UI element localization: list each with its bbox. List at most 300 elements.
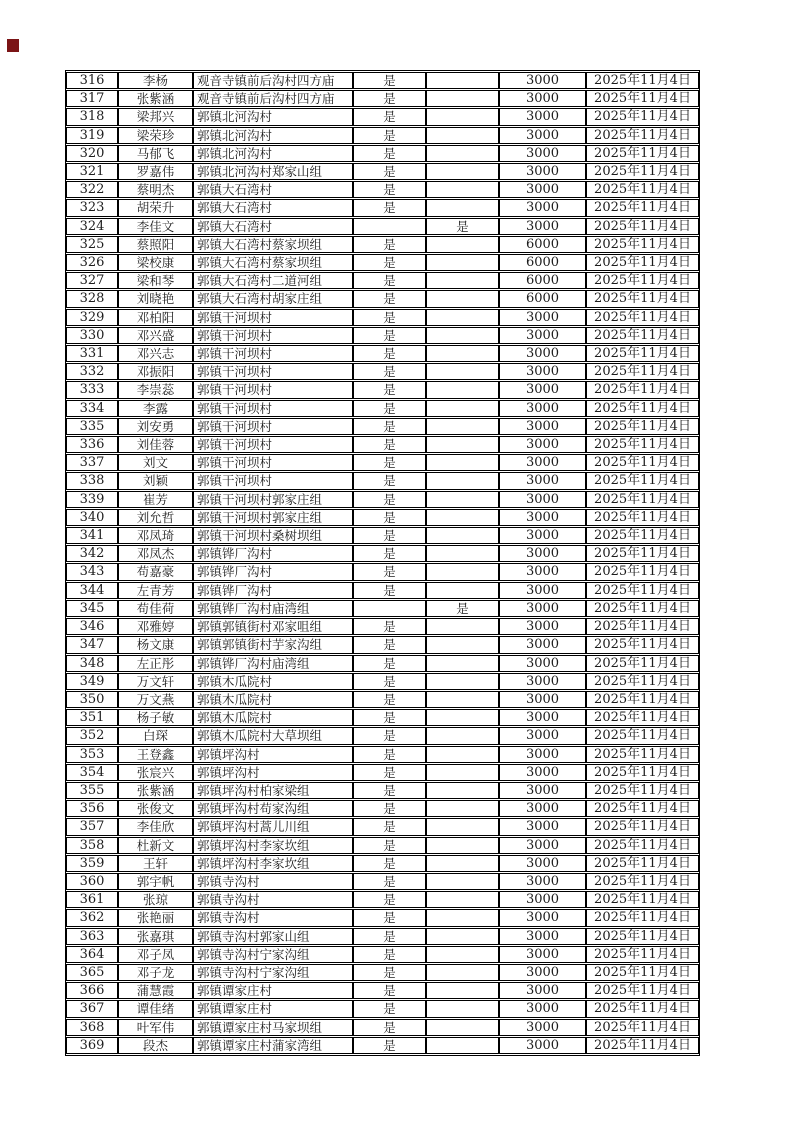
- cell-date: 2025年11月4日: [586, 400, 699, 417]
- cell-amount: 3000: [499, 327, 586, 344]
- cell-flag-secondary: [426, 709, 499, 726]
- cell-amount: 3000: [499, 145, 586, 162]
- cell-flag-primary: 是: [353, 818, 426, 835]
- cell-name: 杨文康: [118, 636, 193, 653]
- cell-address: 郭镇干河坝村: [193, 454, 353, 471]
- cell-flag-primary: 是: [353, 381, 426, 398]
- cell-flag-primary: [353, 218, 426, 235]
- cell-name: 邓子凤: [118, 946, 193, 963]
- cell-amount: 3000: [499, 673, 586, 690]
- table-row: [66, 600, 699, 617]
- table-row: [66, 527, 699, 544]
- cell-flag-primary: 是: [353, 764, 426, 781]
- cell-amount: 3000: [499, 764, 586, 781]
- cell-flag-secondary: [426, 236, 499, 253]
- cell-row-number: 336: [66, 436, 118, 453]
- table-row: [66, 236, 699, 253]
- cell-flag-secondary: [426, 254, 499, 271]
- cell-row-number: 319: [66, 127, 118, 144]
- table-row: [66, 891, 699, 908]
- cell-flag-primary: 是: [353, 363, 426, 380]
- cell-flag-secondary: [426, 673, 499, 690]
- cell-flag-secondary: [426, 563, 499, 580]
- cell-amount: 3000: [499, 72, 586, 89]
- table-row: [66, 964, 699, 981]
- cell-flag-secondary: [426, 855, 499, 872]
- cell-address: 郭镇谭家庄村马家坝组: [193, 1019, 353, 1036]
- cell-name: 邓凤琦: [118, 527, 193, 544]
- cell-row-number: 324: [66, 218, 118, 235]
- scan-artifact-mark: [7, 39, 19, 52]
- cell-amount: 3000: [499, 363, 586, 380]
- cell-name: 叶军伟: [118, 1019, 193, 1036]
- cell-flag-primary: 是: [353, 272, 426, 289]
- table-row: [66, 418, 699, 435]
- cell-address: 郭镇坪沟村: [193, 746, 353, 763]
- cell-date: 2025年11月4日: [586, 618, 699, 635]
- cell-flag-primary: 是: [353, 727, 426, 744]
- cell-date: 2025年11月4日: [586, 1000, 699, 1017]
- cell-amount: 3000: [499, 563, 586, 580]
- cell-name: 邓凤杰: [118, 545, 193, 562]
- cell-name: 郭宇帆: [118, 873, 193, 890]
- table-row: [66, 818, 699, 835]
- cell-flag-primary: 是: [353, 418, 426, 435]
- cell-address: 郭镇寺沟村宁家沟组: [193, 946, 353, 963]
- cell-address: 郭镇干河坝村: [193, 418, 353, 435]
- cell-flag-secondary: [426, 527, 499, 544]
- cell-date: 2025年11月4日: [586, 600, 699, 617]
- cell-date: 2025年11月4日: [586, 746, 699, 763]
- table-row: [66, 400, 699, 417]
- cell-amount: 3000: [499, 1000, 586, 1017]
- cell-row-number: 369: [66, 1037, 118, 1054]
- cell-name: 邓兴志: [118, 345, 193, 362]
- cell-row-number: 344: [66, 582, 118, 599]
- table-row: [66, 1000, 699, 1017]
- cell-flag-primary: 是: [353, 1037, 426, 1054]
- cell-date: 2025年11月4日: [586, 982, 699, 999]
- cell-flag-primary: 是: [353, 108, 426, 125]
- cell-date: 2025年11月4日: [586, 163, 699, 180]
- cell-flag-primary: 是: [353, 691, 426, 708]
- cell-flag-secondary: [426, 636, 499, 653]
- table-row: [66, 563, 699, 580]
- cell-flag-primary: 是: [353, 491, 426, 508]
- cell-date: 2025年11月4日: [586, 454, 699, 471]
- cell-date: 2025年11月4日: [586, 108, 699, 125]
- cell-name: 万文燕: [118, 691, 193, 708]
- cell-row-number: 326: [66, 254, 118, 271]
- cell-name: 李崇蕊: [118, 381, 193, 398]
- cell-row-number: 343: [66, 563, 118, 580]
- cell-address: 郭镇郭镇街村邓家咀组: [193, 618, 353, 635]
- cell-name: 苟嘉豪: [118, 563, 193, 580]
- table-row: [66, 254, 699, 271]
- cell-flag-secondary: [426, 818, 499, 835]
- cell-amount: 3000: [499, 727, 586, 744]
- cell-row-number: 334: [66, 400, 118, 417]
- cell-flag-secondary: [426, 145, 499, 162]
- cell-row-number: 337: [66, 454, 118, 471]
- cell-address: 郭镇干河坝村: [193, 327, 353, 344]
- table-row: [66, 909, 699, 926]
- cell-date: 2025年11月4日: [586, 381, 699, 398]
- cell-flag-primary: 是: [353, 673, 426, 690]
- table-row: [66, 199, 699, 216]
- cell-name: 刘允哲: [118, 509, 193, 526]
- cell-flag-primary: 是: [353, 127, 426, 144]
- cell-name: 张俊文: [118, 800, 193, 817]
- cell-address: 郭镇木瓜院村大草坝组: [193, 727, 353, 744]
- cell-amount: 3000: [499, 782, 586, 799]
- cell-address: 郭镇郭镇街村芋家沟组: [193, 636, 353, 653]
- cell-date: 2025年11月4日: [586, 345, 699, 362]
- cell-flag-primary: 是: [353, 709, 426, 726]
- cell-flag-secondary: [426, 655, 499, 672]
- cell-date: 2025年11月4日: [586, 199, 699, 216]
- table-row: [66, 163, 699, 180]
- table-row: [66, 327, 699, 344]
- cell-address: 郭镇坪沟村: [193, 764, 353, 781]
- cell-address: 郭镇铧厂沟村: [193, 582, 353, 599]
- cell-amount: 3000: [499, 1037, 586, 1054]
- cell-flag-primary: 是: [353, 655, 426, 672]
- cell-flag-primary: 是: [353, 746, 426, 763]
- cell-date: 2025年11月4日: [586, 1037, 699, 1054]
- cell-flag-primary: 是: [353, 545, 426, 562]
- cell-address: 郭镇干河坝村: [193, 381, 353, 398]
- cell-date: 2025年11月4日: [586, 327, 699, 344]
- table-row: [66, 782, 699, 799]
- cell-flag-secondary: [426, 946, 499, 963]
- cell-date: 2025年11月4日: [586, 837, 699, 854]
- cell-amount: 3000: [499, 855, 586, 872]
- cell-address: 郭镇寺沟村: [193, 873, 353, 890]
- cell-row-number: 354: [66, 764, 118, 781]
- cell-date: 2025年11月4日: [586, 782, 699, 799]
- cell-name: 梁和琴: [118, 272, 193, 289]
- cell-flag-secondary: [426, 472, 499, 489]
- cell-address: 郭镇谭家庄村: [193, 1000, 353, 1017]
- cell-name: 梁校康: [118, 254, 193, 271]
- cell-amount: 3000: [499, 582, 586, 599]
- cell-flag-secondary: [426, 454, 499, 471]
- cell-flag-primary: [353, 600, 426, 617]
- cell-amount: 6000: [499, 254, 586, 271]
- cell-address: 郭镇干河坝村桑树坝组: [193, 527, 353, 544]
- cell-address: 郭镇铧厂沟村: [193, 545, 353, 562]
- table-row: [66, 509, 699, 526]
- cell-amount: 3000: [499, 509, 586, 526]
- cell-address: 郭镇大石湾村: [193, 181, 353, 198]
- cell-amount: 3000: [499, 472, 586, 489]
- cell-date: 2025年11月4日: [586, 855, 699, 872]
- cell-amount: 3000: [499, 418, 586, 435]
- cell-flag-primary: 是: [353, 873, 426, 890]
- cell-name: 刘颖: [118, 472, 193, 489]
- cell-name: 刘安勇: [118, 418, 193, 435]
- cell-date: 2025年11月4日: [586, 491, 699, 508]
- cell-address: 郭镇大石湾村蔡家坝组: [193, 254, 353, 271]
- cell-date: 2025年11月4日: [586, 272, 699, 289]
- cell-address: 郭镇寺沟村宁家沟组: [193, 964, 353, 981]
- table-row: [66, 709, 699, 726]
- cell-address: 郭镇木瓜院村: [193, 709, 353, 726]
- cell-flag-primary: 是: [353, 582, 426, 599]
- cell-flag-primary: 是: [353, 327, 426, 344]
- cell-amount: 3000: [499, 691, 586, 708]
- cell-flag-secondary: [426, 618, 499, 635]
- cell-name: 蔡明杰: [118, 181, 193, 198]
- cell-amount: 3000: [499, 636, 586, 653]
- table-row: [66, 928, 699, 945]
- cell-flag-primary: 是: [353, 1019, 426, 1036]
- cell-name: 杜新文: [118, 837, 193, 854]
- cell-date: 2025年11月4日: [586, 254, 699, 271]
- cell-flag-secondary: [426, 873, 499, 890]
- cell-date: 2025年11月4日: [586, 764, 699, 781]
- cell-amount: 3000: [499, 928, 586, 945]
- cell-row-number: 345: [66, 600, 118, 617]
- cell-date: 2025年11月4日: [586, 290, 699, 307]
- cell-flag-primary: 是: [353, 837, 426, 854]
- cell-date: 2025年11月4日: [586, 509, 699, 526]
- cell-row-number: 367: [66, 1000, 118, 1017]
- cell-flag-primary: 是: [353, 636, 426, 653]
- cell-amount: 3000: [499, 345, 586, 362]
- table-row: [66, 454, 699, 471]
- cell-row-number: 368: [66, 1019, 118, 1036]
- cell-date: 2025年11月4日: [586, 691, 699, 708]
- cell-row-number: 346: [66, 618, 118, 635]
- cell-flag-secondary: [426, 272, 499, 289]
- cell-flag-secondary: [426, 1019, 499, 1036]
- cell-flag-secondary: [426, 290, 499, 307]
- table-row: [66, 673, 699, 690]
- cell-flag-secondary: [426, 1000, 499, 1017]
- table-row: [66, 746, 699, 763]
- cell-flag-secondary: [426, 436, 499, 453]
- cell-name: 邓子龙: [118, 964, 193, 981]
- cell-row-number: 356: [66, 800, 118, 817]
- table-row: [66, 618, 699, 635]
- table-row: [66, 873, 699, 890]
- cell-address: 郭镇坪沟村柏家梁组: [193, 782, 353, 799]
- cell-date: 2025年11月4日: [586, 1019, 699, 1036]
- cell-flag-primary: 是: [353, 563, 426, 580]
- table-row: [66, 145, 699, 162]
- cell-address: 郭镇寺沟村: [193, 891, 353, 908]
- cell-flag-primary: 是: [353, 345, 426, 362]
- cell-flag-primary: 是: [353, 199, 426, 216]
- table-row: [66, 218, 699, 235]
- cell-amount: 3000: [499, 873, 586, 890]
- cell-row-number: 364: [66, 946, 118, 963]
- cell-name: 张紫涵: [118, 782, 193, 799]
- cell-flag-secondary: [426, 509, 499, 526]
- cell-amount: 3000: [499, 982, 586, 999]
- cell-name: 梁荣珍: [118, 127, 193, 144]
- cell-name: 白琛: [118, 727, 193, 744]
- table-row: [66, 272, 699, 289]
- cell-address: 郭镇大石湾村胡家庄组: [193, 290, 353, 307]
- cell-flag-primary: 是: [353, 946, 426, 963]
- cell-date: 2025年11月4日: [586, 636, 699, 653]
- cell-flag-secondary: [426, 181, 499, 198]
- table-row: [66, 491, 699, 508]
- cell-name: 张宸兴: [118, 764, 193, 781]
- cell-date: 2025年11月4日: [586, 545, 699, 562]
- cell-amount: 3000: [499, 1019, 586, 1036]
- cell-flag-primary: 是: [353, 509, 426, 526]
- cell-name: 李佳欣: [118, 818, 193, 835]
- cell-address: 郭镇木瓜院村: [193, 691, 353, 708]
- cell-flag-secondary: [426, 345, 499, 362]
- table-row: [66, 655, 699, 672]
- cell-flag-secondary: [426, 691, 499, 708]
- cell-flag-primary: 是: [353, 436, 426, 453]
- cell-name: 刘佳蓉: [118, 436, 193, 453]
- cell-name: 张艳丽: [118, 909, 193, 926]
- cell-date: 2025年11月4日: [586, 800, 699, 817]
- cell-name: 马郁飞: [118, 145, 193, 162]
- cell-date: 2025年11月4日: [586, 891, 699, 908]
- cell-name: 刘文: [118, 454, 193, 471]
- cell-name: 李佳文: [118, 218, 193, 235]
- cell-row-number: 358: [66, 837, 118, 854]
- cell-name: 张琼: [118, 891, 193, 908]
- cell-name: 苟佳荷: [118, 600, 193, 617]
- table-row: [66, 363, 699, 380]
- cell-amount: 6000: [499, 272, 586, 289]
- cell-date: 2025年11月4日: [586, 90, 699, 107]
- table-row: [66, 436, 699, 453]
- cell-row-number: 330: [66, 327, 118, 344]
- cell-amount: 3000: [499, 491, 586, 508]
- cell-row-number: 323: [66, 199, 118, 216]
- table-row: [66, 691, 699, 708]
- cell-row-number: 322: [66, 181, 118, 198]
- cell-date: 2025年11月4日: [586, 818, 699, 835]
- cell-amount: 6000: [499, 236, 586, 253]
- cell-row-number: 357: [66, 818, 118, 835]
- cell-address: 郭镇干河坝村: [193, 309, 353, 326]
- cell-row-number: 349: [66, 673, 118, 690]
- table-row: [66, 1037, 699, 1054]
- cell-flag-secondary: [426, 309, 499, 326]
- cell-row-number: 355: [66, 782, 118, 799]
- cell-amount: 3000: [499, 181, 586, 198]
- cell-name: 梁邦兴: [118, 108, 193, 125]
- cell-flag-primary: 是: [353, 454, 426, 471]
- cell-row-number: 352: [66, 727, 118, 744]
- table-row: [66, 381, 699, 398]
- cell-name: 段杰: [118, 1037, 193, 1054]
- cell-row-number: 350: [66, 691, 118, 708]
- cell-flag-secondary: [426, 727, 499, 744]
- cell-flag-secondary: [426, 90, 499, 107]
- cell-date: 2025年11月4日: [586, 72, 699, 89]
- cell-row-number: 341: [66, 527, 118, 544]
- cell-date: 2025年11月4日: [586, 655, 699, 672]
- cell-row-number: 366: [66, 982, 118, 999]
- cell-amount: 3000: [499, 199, 586, 216]
- cell-flag-primary: 是: [353, 982, 426, 999]
- cell-flag-secondary: [426, 928, 499, 945]
- cell-name: 蒲慧霞: [118, 982, 193, 999]
- cell-row-number: 353: [66, 746, 118, 763]
- cell-flag-primary: 是: [353, 855, 426, 872]
- cell-address: 郭镇干河坝村郭家庄组: [193, 509, 353, 526]
- cell-name: 邓振阳: [118, 363, 193, 380]
- cell-date: 2025年11月4日: [586, 709, 699, 726]
- cell-flag-primary: 是: [353, 964, 426, 981]
- cell-address: 郭镇谭家庄村蒲家湾组: [193, 1037, 353, 1054]
- cell-flag-secondary: [426, 782, 499, 799]
- cell-address: 郭镇干河坝村郭家庄组: [193, 491, 353, 508]
- cell-amount: 3000: [499, 454, 586, 471]
- cell-flag-secondary: [426, 127, 499, 144]
- cell-flag-primary: 是: [353, 928, 426, 945]
- cell-flag-secondary: [426, 582, 499, 599]
- cell-flag-primary: 是: [353, 309, 426, 326]
- cell-amount: 3000: [499, 655, 586, 672]
- cell-row-number: 347: [66, 636, 118, 653]
- cell-date: 2025年11月4日: [586, 436, 699, 453]
- cell-row-number: 332: [66, 363, 118, 380]
- cell-amount: 3000: [499, 545, 586, 562]
- cell-amount: 3000: [499, 108, 586, 125]
- cell-flag-secondary: [426, 837, 499, 854]
- cell-row-number: 362: [66, 909, 118, 926]
- cell-flag-primary: 是: [353, 800, 426, 817]
- cell-row-number: 333: [66, 381, 118, 398]
- cell-flag-secondary: [426, 363, 499, 380]
- cell-flag-secondary: [426, 491, 499, 508]
- cell-flag-secondary: [426, 800, 499, 817]
- cell-address: 郭镇大石湾村二道河组: [193, 272, 353, 289]
- cell-date: 2025年11月4日: [586, 964, 699, 981]
- cell-row-number: 327: [66, 272, 118, 289]
- roster-table: [65, 70, 700, 1056]
- cell-amount: 3000: [499, 163, 586, 180]
- cell-amount: 3000: [499, 709, 586, 726]
- cell-row-number: 316: [66, 72, 118, 89]
- table-row: [66, 108, 699, 125]
- cell-row-number: 339: [66, 491, 118, 508]
- cell-name: 左青芳: [118, 582, 193, 599]
- cell-address: 郭镇大石湾村蔡家坝组: [193, 236, 353, 253]
- table-row: [66, 636, 699, 653]
- cell-address: 郭镇北河沟村: [193, 108, 353, 125]
- cell-name: 邓柏阳: [118, 309, 193, 326]
- cell-date: 2025年11月4日: [586, 127, 699, 144]
- cell-date: 2025年11月4日: [586, 309, 699, 326]
- cell-date: 2025年11月4日: [586, 727, 699, 744]
- table-row: [66, 472, 699, 489]
- cell-address: 郭镇大石湾村: [193, 199, 353, 216]
- cell-amount: 3000: [499, 909, 586, 926]
- cell-flag-primary: 是: [353, 163, 426, 180]
- cell-amount: 3000: [499, 90, 586, 107]
- cell-name: 张紫涵: [118, 90, 193, 107]
- table-row: [66, 764, 699, 781]
- cell-date: 2025年11月4日: [586, 418, 699, 435]
- cell-address: 郭镇北河沟村郑家山组: [193, 163, 353, 180]
- table-row: [66, 545, 699, 562]
- cell-address: 郭镇坪沟村苟家沟组: [193, 800, 353, 817]
